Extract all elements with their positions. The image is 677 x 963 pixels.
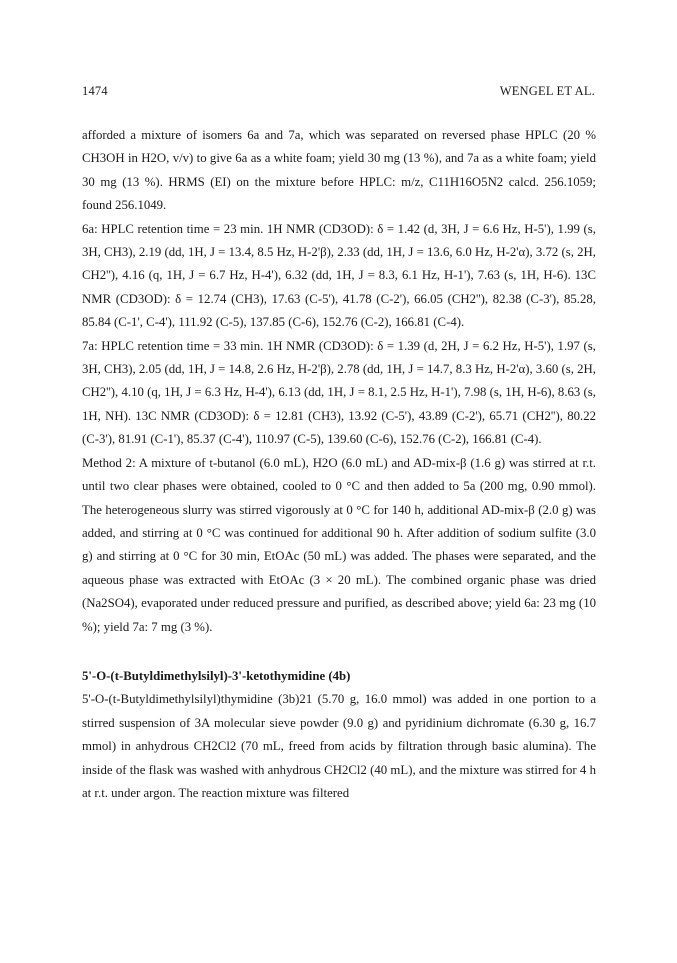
article-body — [82, 124, 596, 805]
paragraph-4b-procedure: 5'-O-(t-Butyldimethylsilyl)thymidine (3b)21 (5.70 g, 16.0 mmol) was added in one portion to a stirred suspension of 3A molecular sieve powder (9.0 g) and pyridinium dichromate (6.30 g, 16.7 mmol) in anhydrous CH2Cl2 (70 mL, freed from acids by filtration through basic alumina). The inside of the flask was washed with anhydrous CH2Cl2 (40 mL), and the mixture was stirred for 4 h at r.t. under argon. The reaction mixture was filtered — [82, 692, 596, 800]
section-heading: 5'-O-(t-Butyldimethylsilyl)-3'-ketothymidine (4b) — [82, 668, 351, 683]
paragraph-1: afforded a mixture of isomers 6a and 7a, which was separated on reversed phase HPLC (20 % CH3OH in H2O, v/v) to give 6a as a white foam; yield 30 mg (13 %), and 7a as a white foam; yield 30 mg (13 %). HRMS (EI) on the mixture before HPLC: m/z, C11H16O5N2 calcd. 256.1059; found 256.1049. — [82, 128, 596, 213]
running-head: WENGEL ET AL. — [499, 84, 595, 98]
page-number: 1474 — [82, 84, 108, 98]
paragraph-6a-nmr: 6a: HPLC retention time = 23 min. 1H NMR (CD3OD): δ = 1.42 (d, 3H, J = 6.6 Hz, H-5'), 1.99 (s, 3H, CH3), 2.19 (dd, 1H, J = 13.4, 8.5 Hz, H-2'β), 2.33 (dd, 1H, J = 13.6, 6.0 Hz, H-2'α), 3.72 (s, 2H, CH2''), 4.16 (q, 1H, J = 6.7 Hz, H-4'), 6.32 (dd, 1H, J = 8.3, 6.1 Hz, H-1'), 7.63 (s, 1H, H-6). 13C NMR (CD3OD): δ = 12.74 (CH3), 17.63 (C-5'), 41.78 (C-2'), 66.05 (CH2''), 82.38 (C-3'), 85.28, 85.84 (C-1', C-4'), 111.92 (C-5), 137.85 (C-6), 152.76 (C-2), 166.81 (C-4). — [82, 221, 596, 330]
paragraph-7a-nmr: 7a: HPLC retention time = 33 min. 1H NMR (CD3OD): δ = 1.39 (d, 2H, J = 6.2 Hz, H-5'), 1.97 (s, 3H, CH3), 2.05 (dd, 1H, J = 14.8, 2.6 Hz, H-2'β), 2.78 (dd, 1H, J = 14.7, 8.3 Hz, H-2'α), 3.60 (s, 2H, CH2''), 4.10 (q, 1H, J = 6.3 Hz, H-4'), 6.13 (dd, 1H, J = 8.1, 2.5 Hz, H-1'), 7.98 (s, 1H, H-6), 8.63 (s, 1H, NH). 13C NMR (CD3OD): δ = 12.81 (CH3), 13.92 (C-5'), 43.89 (C-2'), 65.71 (CH2''), 80.22 (C-3'), 81.91 (C-1'), 85.37 (C-4'), 110.97 (C-5), 139.60 (C-6), 152.76 (C-2), 166.81 (C-4). — [82, 338, 596, 447]
paragraph-method-2: Method 2: A mixture of t-butanol (6.0 mL), H2O (6.0 mL) and AD-mix-β (1.6 g) was stirred at r.t. until two clear phases were obtained, cooled to 0 °C and then added to 5a (200 mg, 0.90 mmol). The heterogeneous slurry was stirred vigorously at 0 °C for 140 h, additional AD-mix-β (2.0 g) was added, and stirring at 0 °C was continued for additional 90 h. After addition of sodium sulfite (3.0 g) and stirring at 0 °C for 30 min, EtOAc (50 mL) was added. The phases were separated, and the aqueous phase was extracted with EtOAc (3 × 20 mL). The combined organic phase was dried (Na2SO4), evaporated under reduced pressure and purified, as described above; yield 6a: 23 mg (10 %); yield 7a: 7 mg (3 %). — [82, 455, 596, 634]
section-gap — [82, 639, 596, 665]
